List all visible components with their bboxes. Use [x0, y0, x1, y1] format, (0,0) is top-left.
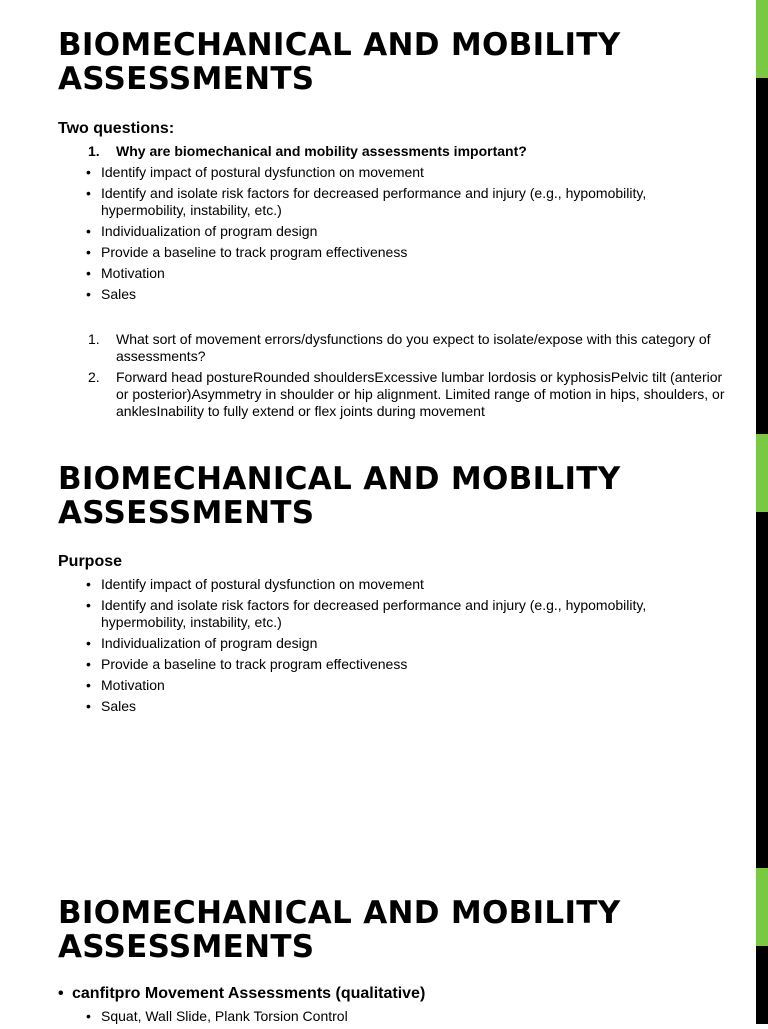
- slide-title: BIOMECHANICAL AND MOBILITY ASSESSMENTS: [58, 895, 621, 965]
- accent-bar-green: [756, 0, 768, 78]
- item-number: 2.: [88, 369, 100, 385]
- accent-bar-black: [756, 512, 768, 868]
- list-item: • Identify impact of postural dysfunction on movement: [0, 576, 735, 593]
- sub-bullet-list: [0, 1008, 740, 1029]
- accent-bar-black: [756, 946, 768, 1024]
- list-item: • Provide a baseline to track program effectiveness: [0, 244, 735, 261]
- list-item: [0, 369, 736, 420]
- section-heading: Two questions:: [58, 120, 175, 137]
- list-item: • Identify and isolate risk factors for decreased performance and injury (e.g., hypomobility, hypermobility, instability, etc.): [0, 185, 735, 219]
- numbered-list: [0, 331, 740, 424]
- question-number: 1.: [88, 143, 100, 159]
- bullet-list: [0, 164, 740, 307]
- main-bullet-text: canfitpro Movement Assessments (qualitative): [72, 985, 426, 1002]
- bullet-list: [0, 576, 740, 719]
- accent-bar-black: [756, 78, 768, 434]
- list-item: [0, 331, 736, 365]
- list-item: • Provide a baseline to track program effectiveness: [0, 656, 735, 673]
- slide-title: BIOMECHANICAL AND MOBILITY ASSESSMENTS: [58, 27, 621, 97]
- item-text: What sort of movement errors/dysfunctions do you expect to isolate/expose with this category of assessments?: [116, 331, 711, 364]
- slide-title: BIOMECHANICAL AND MOBILITY ASSESSMENTS: [58, 461, 621, 531]
- question-list: [0, 143, 740, 164]
- list-item: • Identify and isolate risk factors for decreased performance and injury (e.g., hypomobility, hypermobility, instability, etc.): [0, 597, 735, 631]
- list-item: • Motivation: [0, 677, 735, 694]
- list-item: • Identify impact of postural dysfunction on movement: [0, 164, 735, 181]
- slide-1: [0, 0, 768, 434]
- section-heading: Purpose: [58, 553, 123, 570]
- question-item: [0, 143, 736, 160]
- list-item: • Sales: [0, 286, 735, 303]
- item-number: 1.: [88, 331, 100, 347]
- bullet-dot: •: [58, 985, 64, 1002]
- list-item: • Individualization of program design: [0, 223, 735, 240]
- list-item: • Motivation: [0, 265, 735, 282]
- slide-3: [0, 868, 768, 1024]
- main-bullet: [58, 985, 425, 1003]
- accent-bar-green: [756, 868, 768, 946]
- slide-2: [0, 434, 768, 868]
- item-text: Forward head postureRounded shouldersExcessive lumbar lordosis or kyphosisPelvic tilt (anterior or posterior)Asymmetry in shoulder or hip alignment. Limited range of motion in hips, shoulders, or anklesInability to fully extend or flex joints during movement: [116, 369, 725, 419]
- list-item: • Individualization of program design: [0, 635, 735, 652]
- question-text: Why are biomechanical and mobility assessments important?: [116, 143, 527, 159]
- list-item: • Squat, Wall Slide, Plank Torsion Control: [0, 1008, 735, 1025]
- list-item: • Sales: [0, 698, 735, 715]
- accent-bar-green: [756, 434, 768, 512]
